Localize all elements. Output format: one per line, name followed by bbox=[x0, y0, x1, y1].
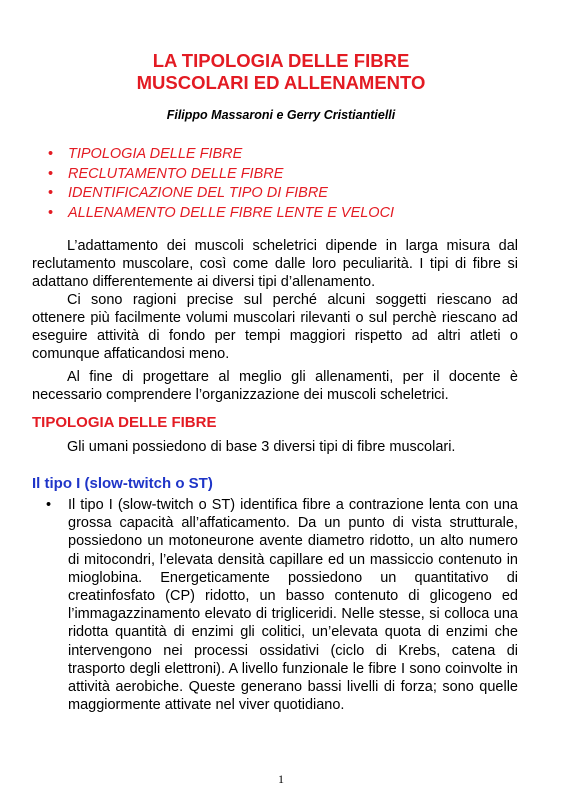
title-line-2: MUSCOLARI ED ALLENAMENTO bbox=[136, 72, 426, 93]
bullet-icon: • bbox=[48, 165, 54, 182]
tipo-1-description: Il tipo I (slow-twitch o ST) identifica fibre a contrazione lenta con una grossa capacità all’affaticamento. Da un punto di vista strutturale, possiedono un motoneurone avente diametro ridotto, un alto numero di mitocondri, l’elevata densità capillare ed un massiccio contenuto in mioglobina. Energeticamente possiedono un quantitativo di creatinfosfato (CP) ridotto, un basso contenuto di glicogeno ed l’immagazzinamento elevato di trigliceridi. Nelle stesse, si colloca una ridotta quantità di enzimi gli colitici, un’elevata quota di enzimi che intervengono nei processi ossidativi (ciclo di Krebs, catena di trasporto degli elettroni). A livello funzionale le fibre I sono coinvolte in attività aerobiche. Queste generano bassi livelli di forza; sono quelle maggiormente attivate nel viver quotidiano. bbox=[68, 497, 518, 714]
topic-label: ALLENAMENTO DELLE FIBRE LENTE E VELOCI bbox=[68, 204, 395, 221]
topic-item bbox=[36, 204, 394, 224]
tipo-1-bullet bbox=[46, 496, 518, 714]
page-number: 1 bbox=[278, 772, 284, 786]
bullet-icon: • bbox=[48, 185, 54, 201]
section-heading-tipo-1: Il tipo I (slow-twitch o ST) bbox=[32, 475, 213, 492]
topic-item bbox=[36, 165, 394, 185]
topic-label: TIPOLOGIA DELLE FIBRE bbox=[68, 146, 243, 162]
intro-paragraph-2: Ci sono ragioni precise sul perché alcuni soggetti riescano ad ottenere più facilmente volumi muscolari rilevanti o sul perchè riescano ad eseguire attività di fondo per tempi maggiori rispetto ad altri atleti o comunque affaticandosi meno. bbox=[32, 292, 518, 362]
topic-label: IDENTIFICAZIONE DEL TIPO DI FIBRE bbox=[68, 185, 328, 201]
bullet-icon: • bbox=[46, 497, 52, 513]
topic-item bbox=[36, 145, 394, 165]
intro-paragraph-3: Al fine di progettare al meglio gli allenamenti, per il docente è necessario comprendere l’organizzazione dei muscoli scheletrici. bbox=[32, 369, 518, 403]
bullet-icon: • bbox=[48, 146, 54, 162]
bullet-icon: • bbox=[48, 204, 54, 221]
title-line-1: LA TIPOLOGIA DELLE FIBRE bbox=[152, 50, 410, 71]
authors: Filippo Massaroni e Gerry Cristiantielli bbox=[166, 108, 396, 122]
topic-list bbox=[36, 145, 394, 223]
topic-label: RECLUTAMENTO DELLE FIBRE bbox=[68, 165, 284, 182]
intro-paragraph-1: L’adattamento dei muscoli scheletrici dipende in larga misura dal reclutamento muscolare, così come dalle loro peculiarità. I tipi di fibre si adattano differentemente ai diversi tipi d’allenamento. bbox=[32, 238, 518, 290]
document-title bbox=[0, 50, 562, 94]
section-tipologia-text: Gli umani possiedono di base 3 diversi tipi di fibre muscolari. bbox=[67, 439, 456, 455]
section-heading-tipologia: TIPOLOGIA DELLE FIBRE bbox=[32, 414, 217, 431]
topic-item bbox=[36, 184, 394, 204]
